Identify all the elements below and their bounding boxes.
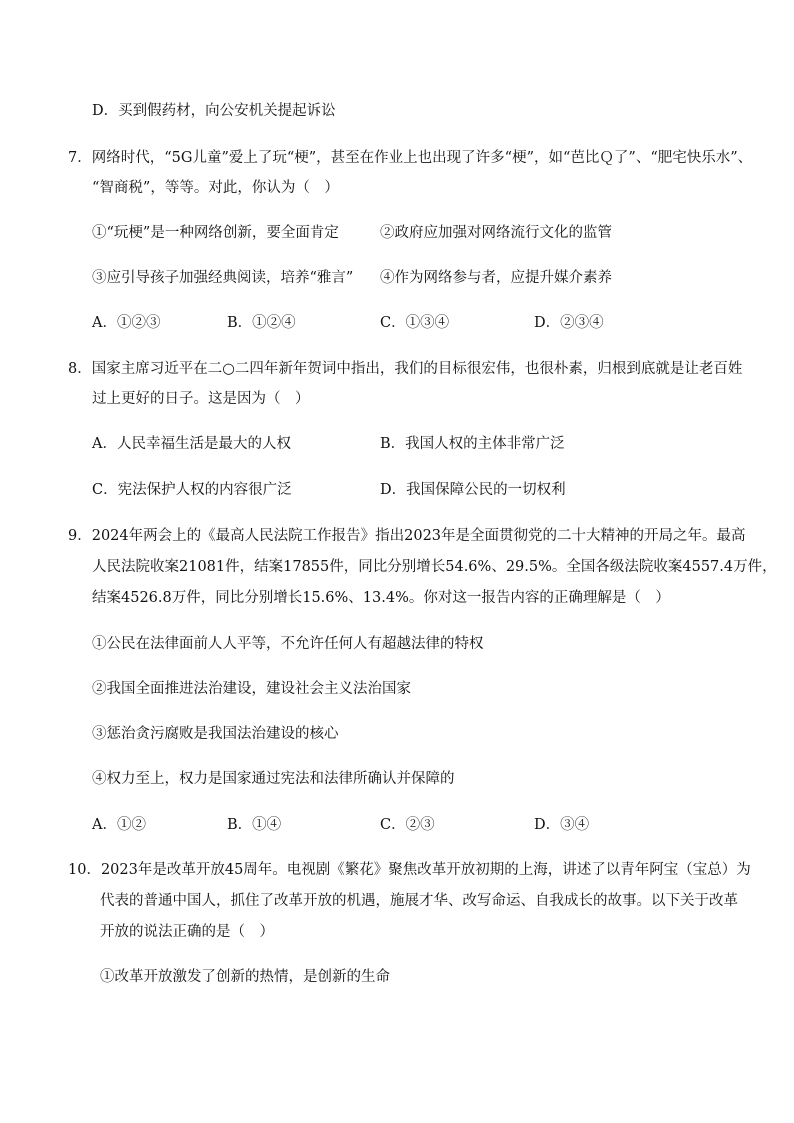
q7-stem-line2: “智商税”，等等。对此，你认为（ ）	[92, 180, 339, 196]
q8-option-c: C．宪法保护人权的内容很广泛	[92, 482, 292, 498]
q10-stem-line1: 10．2023年是改革开放45周年。电视剧《繁花》聚焦改革开放初期的上海，讲述了以青年阿宝（宝总）为	[68, 862, 751, 878]
q9-stem-line3: 结案4526.8万件，同比分别增长15.6%、13.4%。你对这一报告内容的正确理解是（ ）	[92, 590, 670, 606]
q7-statement-1: ①“玩梗”是一种网络创新，要全面肯定	[92, 225, 339, 241]
q9-statement-2: ②我国全面推进法治建设，建设社会主义法治国家	[92, 681, 411, 697]
q9-option-c: C．②③	[380, 817, 435, 833]
q8-stem-line1: 8．国家主席习近平在二○二四年新年贺词中指出，我们的目标很宏伟，也很朴素，归根到底就是让老百姓	[68, 361, 743, 377]
q10-statement-1: ①改革开放激发了创新的热情，是创新的生命	[100, 969, 390, 985]
q7-option-d: D．②③④	[534, 315, 604, 331]
q9-option-d: D．③④	[534, 817, 590, 833]
q7-option-b: B．①②④	[227, 315, 296, 331]
q8-stem-line2: 过上更好的日子。这是因为（ ）	[92, 391, 310, 407]
q7-stem-line1: 7．网络时代，“5G儿童”爱上了玩“梗”，甚至在作业上也出现了许多“梗”，如“芭比Ｑ了”、“肥宅快乐水”、	[68, 150, 753, 166]
q7-statement-2: ②政府应加强对网络流行文化的监管	[380, 225, 612, 241]
q9-option-a: A．①②	[92, 817, 146, 833]
q7-option-a: A．①②③	[92, 315, 161, 331]
q9-stem-line2: 人民法院收案21081件，结案17855件，同比分别增长54.6%、29.5%。全国各级法院收案4557.4万件，	[92, 559, 777, 575]
q8-option-b: B．我国人权的主体非常广泛	[380, 436, 565, 452]
q9-statement-1: ①公民在法律面前人人平等，不允许任何人有超越法律的特权	[92, 636, 484, 652]
q10-stem-line2: 代表的普通中国人，抓住了改革开放的机遇，施展才华、改写命运、自我成长的故事。以下关于改革	[100, 893, 738, 909]
q9-statement-3: ③惩治贪污腐败是我国法治建设的核心	[92, 726, 339, 742]
q10-stem-line3: 开放的说法正确的是（ ）	[100, 924, 274, 940]
q9-statement-4: ④权力至上，权力是国家通过宪法和法律所确认并保障的	[92, 771, 455, 787]
q9-option-b: B．①④	[227, 817, 282, 833]
q7-statement-3: ③应引导孩子加强经典阅读，培养“雅言”	[92, 270, 354, 286]
q9-stem-line1: 9．2024年两会上的《最高人民法院工作报告》指出2023年是全面贯彻党的二十大精神的开局之年。最高	[68, 528, 746, 544]
q6-option-d: D．买到假药材，向公安机关提起诉讼	[92, 103, 336, 119]
q7-statement-4: ④作为网络参与者，应提升媒介素养	[380, 270, 612, 286]
q8-option-d: D．我国保障公民的一切权利	[380, 482, 566, 498]
q8-option-a: A．人民幸福生活是最大的人权	[92, 436, 291, 452]
q7-option-c: C．①③④	[380, 315, 450, 331]
